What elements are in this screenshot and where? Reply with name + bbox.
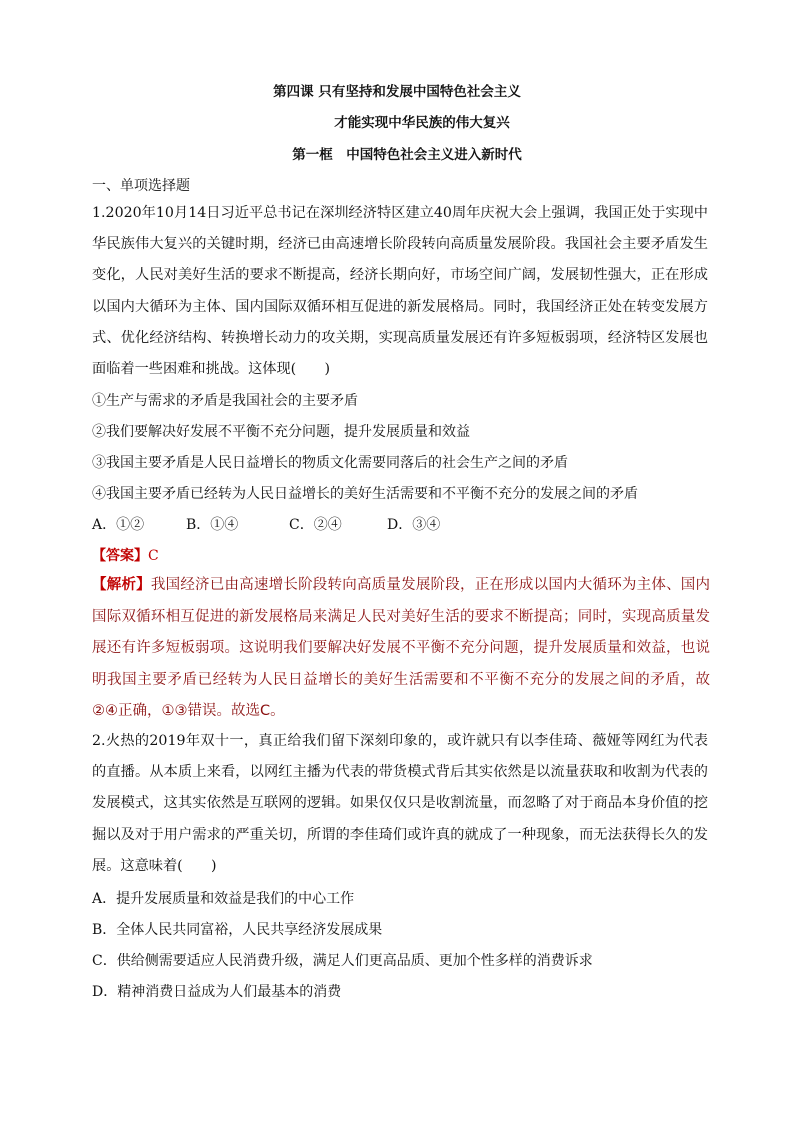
- section-heading: 第一框 中国特色社会主义进入新时代: [292, 147, 522, 163]
- option-b: B．①④: [186, 517, 239, 533]
- answer-value: C: [148, 548, 159, 564]
- question-2-choice-a: A．提升发展质量和效益是我们的中心工作: [92, 891, 355, 907]
- explanation-text: 我国经济已由高速增长阶段转向高质量发展阶段，正在形成以国内大循环为主体、国内国际双循环相互促进的新发展格局来满足人民对美好生活的要求不断提高；同时，实现高质量发展还有许多短板弱项。这说明我们要解决好发展不平衡不充分问题，提升发展质量和效益，也说明我国主要矛盾已经转为人民日益增长的美好生活需要和不平衡不充分的发展之间的矛盾，故②④正确，①③错误。故选C。: [92, 577, 711, 719]
- question-1-stem: 1.2020年10月14日习近平总书记在深圳经济特区建立40周年庆祝大会上强调，我国正处于实现中华民族伟大复兴的关键时期，经济已由高速增长阶段转向高质量发展阶段。我国社会主要矛盾发生变化，人民对美好生活的要求不断提高，经济长期向好，市场空间广阔，发展韧性强大，正在形成以国内大循环为主体、国内国际双循环相互促进的新发展格局。同时，我国经济正处在转变发展方式、优化经济结构、转换增长动力的攻关期，实现高质量发展还有许多短板弱项，经济特区发展也面临着一些困难和挑战。这体现( ): [92, 205, 708, 378]
- question-2-choice-b: B．全体人民共同富裕，人民共享经济发展成果: [92, 922, 383, 938]
- question-1-answer: [92, 545, 159, 565]
- question-1-item-3: ③我国主要矛盾是人民日益增长的物质文化需要同落后的社会生产之间的矛盾: [92, 455, 568, 471]
- question-2-choice-d: D．精神消费日益成为人们最基本的消费: [92, 984, 342, 1000]
- lesson-subtitle: 才能实现中华民族的伟大复兴: [334, 115, 510, 131]
- question-type-heading: 一、单项选择题: [92, 178, 190, 194]
- question-1-item-2: ②我们要解决好发展不平衡不充分问题，提升发展质量和效益: [92, 424, 470, 440]
- explanation-tag: 【解析】: [92, 577, 151, 593]
- question-1-item-1: ①生产与需求的矛盾是我国社会的主要矛盾: [92, 393, 358, 409]
- option-c: C．②④: [289, 517, 342, 533]
- answer-tag: 【答案】: [92, 548, 148, 564]
- option-a: A．①②: [92, 517, 145, 533]
- question-1-options: [92, 514, 440, 534]
- question-1-explanation: [92, 570, 710, 728]
- question-2-stem: 2.火热的2019年双十一，真正给我们留下深刻印象的，或许就只有以李佳琦、薇娅等网红为代表的直播。从本质上来看，以网红主播为代表的带货模式背后其实依然是以流量获取和收割为代表的发展模式，这其实依然是互联网的逻辑。如果仅仅只是收割流量，而忽略了对于商品本身价值的挖掘以及对于用户需求的严重关切，所谓的李佳琦们或许真的就成了一种现象，而无法获得长久的发展。这意味着( ): [92, 733, 708, 874]
- lesson-title: 第四课 只有坚持和发展中国特色社会主义: [273, 84, 521, 100]
- question-2-choice-c: C．供给侧需要适应人民消费升级，满足人们更高品质、更加个性多样的消费诉求: [92, 953, 593, 969]
- question-1-item-4: ④我国主要矛盾已经转为人民日益增长的美好生活需要和不平衡不充分的发展之间的矛盾: [92, 486, 638, 502]
- option-d: D．③④: [387, 517, 441, 533]
